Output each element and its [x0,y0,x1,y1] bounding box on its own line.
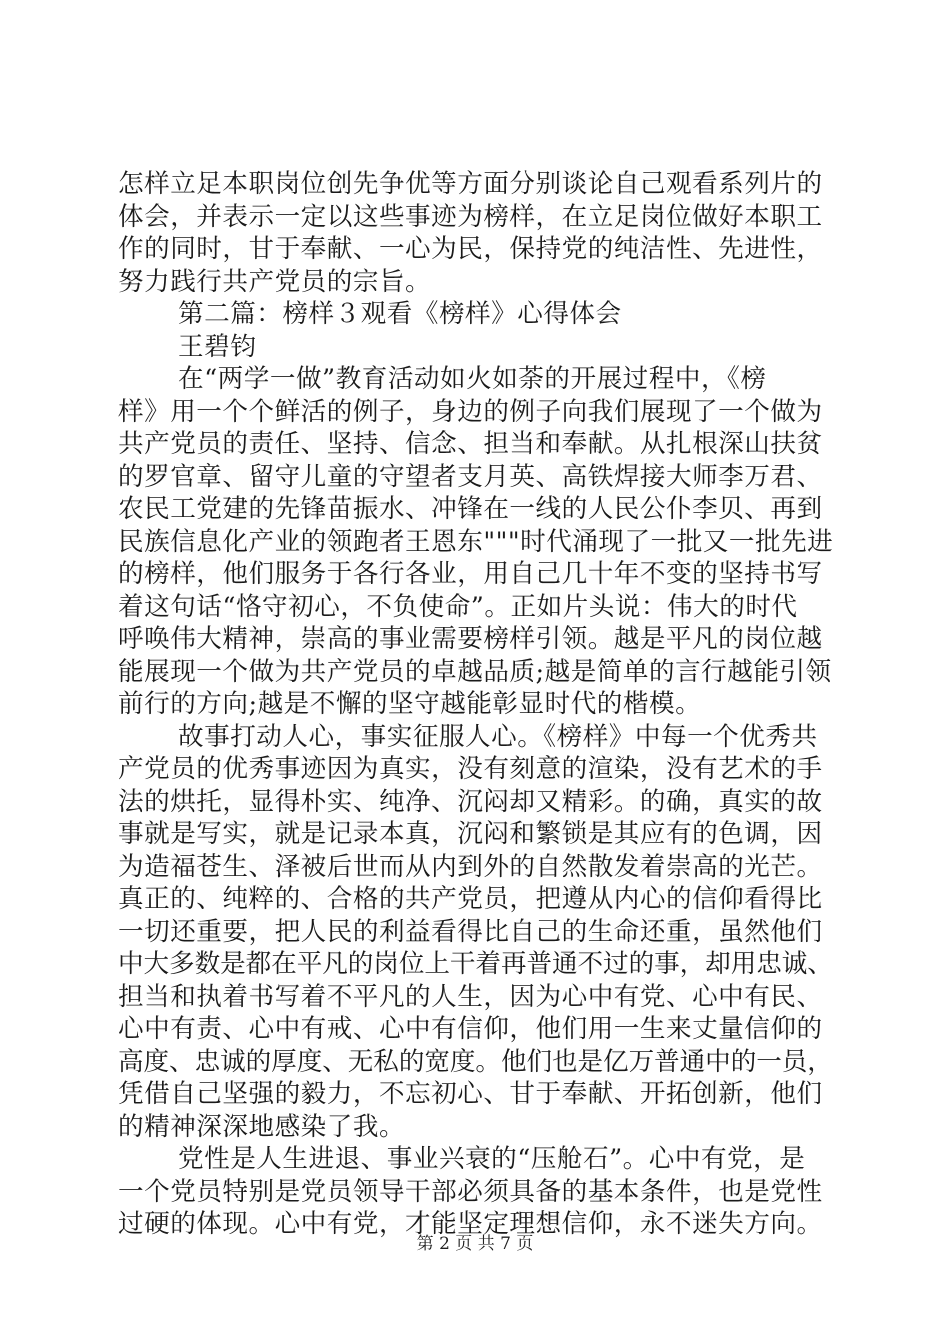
text-line: 王碧钧 [178,331,257,362]
text-line: 凭借自己坚强的毅力，不忘初心、甘于奉献、开拓创新，他们 [118,1079,823,1109]
text-line: 高度、忠诚的厚度、无私的宽度。他们也是亿万普通中的一员， [118,1046,833,1077]
text-line: 努力践行共产党员的宗旨。 [118,266,432,297]
text-line: 法的烘托，显得朴实、纯净、沉闷却又精彩。的确，真实的故 [118,786,823,817]
text-line: 一切还重要，把人民的利益看得比自己的生命还重，虽然他们 [118,916,823,947]
text-line: 的精神深深地感染了我。 [118,1111,406,1142]
page-footer: 第 2 页 共 7 页 [416,1234,534,1254]
text-line: 体会，并表示一定以这些事迹为榜样，在立足岗位做好本职工 [118,201,823,232]
text-line: 农民工党建的先锋苗振水、冲锋在一线的人民公仆李贝、再到 [118,494,823,524]
text-line: 民族信息化产业的领跑者王恩东"""时代涌现了一批又一批先进 [118,526,834,557]
text-line: 中大多数是都在平凡的岗位上干着再普通不过的事，却用忠诚、 [118,949,833,979]
text-line: 的罗官章、留守儿童的守望者支月英、高铁焊接大师李万君、 [118,461,823,492]
text-line: 为造福苍生、泽被后世而从内到外的自然散发着崇高的光芒。 [118,851,823,882]
text-line: 作的同时，甘于奉献、一心为民，保持党的纯洁性、先进性， [118,234,823,264]
text-line: 担当和执着书写着不平凡的人生，因为心中有党、心中有民、 [118,981,823,1012]
text-line: 过硬的体现。心中有党，才能坚定理想信仰，永不迷失方向。 [118,1209,823,1239]
text-line: 故事打动人心，事实征服人心。《榜样》中每一个优秀共 [178,721,818,752]
text-line: 共产党员的责任、坚持、信念、担当和奉献。从扎根深山扶贫 [118,429,823,459]
text-line: 真正的、纯粹的、合格的共产党员，把遵从内心的信仰看得比 [118,884,823,914]
text-line: 在“两学一做”教育活动如火如荼的开展过程中，《榜 [178,364,767,394]
text-line: 样》用一个个鲜活的例子，身边的例子向我们展现了一个做为 [118,396,823,427]
text-line: 的榜样，他们服务于各行各业，用自己几十年不变的坚持书写 [118,559,823,589]
text-line: 呼唤伟大精神，崇高的事业需要榜样引领。越是平凡的岗位越 [118,624,823,654]
text-line: 能展现一个做为共产党员的卓越品质;越是简单的言行越能引领 [118,656,832,687]
text-line: 心中有责、心中有戒、心中有信仰，他们用一生来丈量信仰的 [118,1014,823,1044]
text-line: 产党员的优秀事迹因为真实，没有刻意的渲染，没有艺术的手 [118,754,823,784]
text-line: 一个党员特别是党员领导干部必须具备的基本条件，也是党性 [118,1176,823,1207]
text-line: 前行的方向;越是不懈的坚守越能彰显时代的楷模。 [118,689,702,719]
text-line: 着这句话“恪守初心，不负使命”。正如片头说：伟大的时代 [118,591,798,622]
body-text [118,168,836,1241]
text-line: 党性是人生进退、事业兴衰的“压舱石”。心中有党，是 [178,1144,806,1174]
text-line: 怎样立足本职岗位创先争优等方面分别谈论自己观看系列片的 [118,169,823,199]
text-line: 第二篇：榜样３观看《榜样》心得体会 [178,299,622,329]
text-line: 事就是写实，就是记录本真，沉闷和繁锁是其应有的色调，因 [118,819,823,849]
